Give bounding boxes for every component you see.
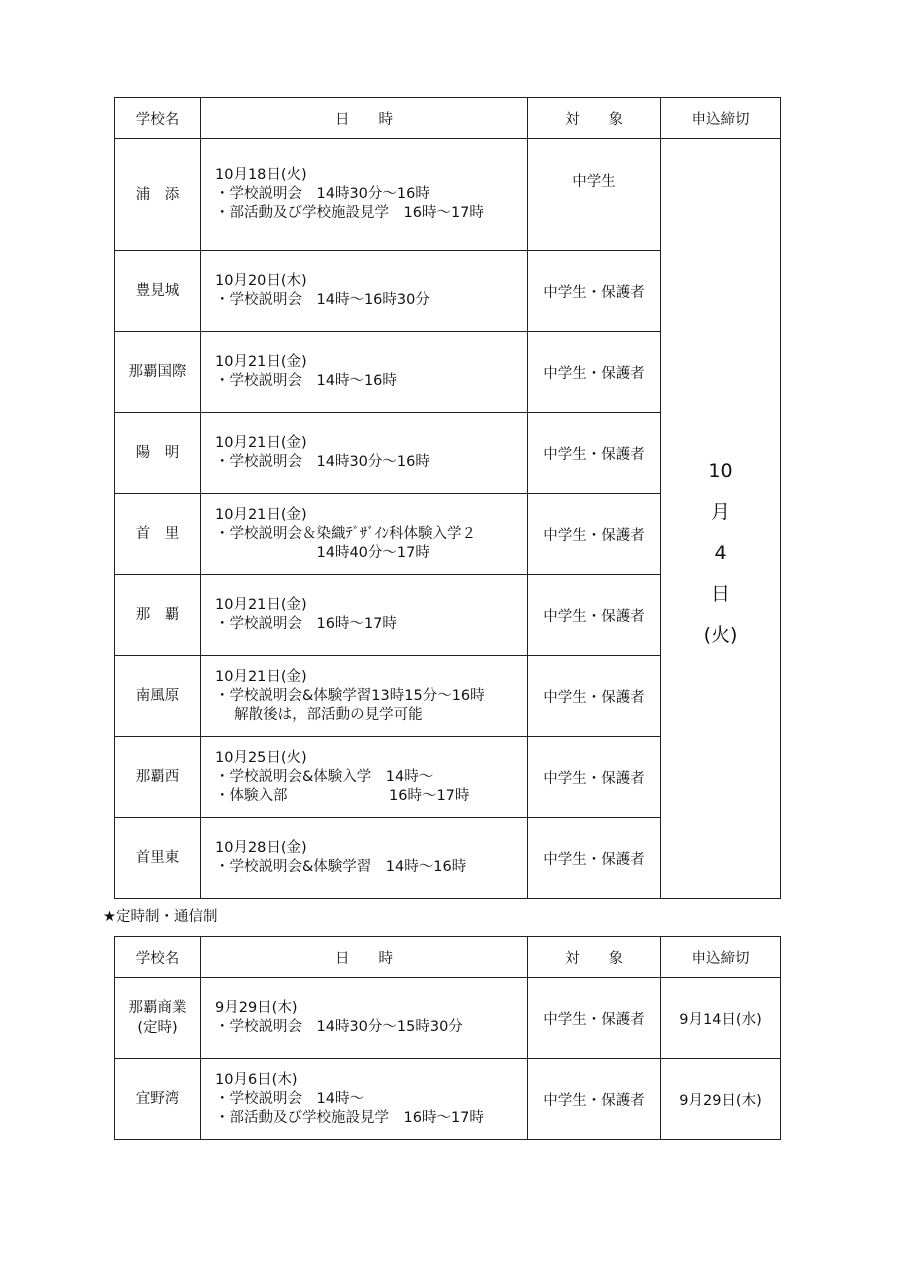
school-name: 陽 明: [135, 445, 180, 461]
deadline-char: 月: [710, 501, 730, 523]
school-name: 那 覇: [135, 607, 180, 623]
event-detail: ・学校説明会&体験学習 14時～16時: [215, 859, 467, 875]
target-audience: 中学生・保護者: [528, 737, 661, 818]
school-name-cell: [115, 1059, 201, 1140]
schedule-table-parttime: [114, 936, 781, 1140]
school-name-cell: [115, 139, 201, 251]
event-detail: ・学校説明会 16時～17時: [215, 616, 397, 632]
event-detail: 14時40分～17時: [215, 544, 430, 561]
school-name-cell: [115, 494, 201, 575]
table-row: [115, 1059, 781, 1140]
datetime-cell: [201, 332, 528, 413]
datetime-cell: [201, 251, 528, 332]
event-detail: ・学校説明会 14時～16時: [215, 373, 397, 389]
school-name-cell: [115, 818, 201, 899]
deadline-char: (火): [703, 624, 738, 646]
target-audience: 中学生・保護者: [528, 818, 661, 899]
datetime-cell: [201, 818, 528, 899]
header-datetime: 日 時: [201, 98, 528, 139]
target-audience: 中学生・保護者: [528, 494, 661, 575]
school-name-cell: [115, 251, 201, 332]
target-audience: 中学生・保護者: [528, 332, 661, 413]
target-audience: 中学生・保護者: [528, 978, 661, 1059]
event-detail: ・部活動及び学校施設見学 16時～17時: [215, 1109, 484, 1126]
school-name-cell: [115, 332, 201, 413]
deadline-cell-merged: [661, 139, 781, 899]
header-target: 対 象: [528, 937, 661, 978]
target-audience: 中学生・保護者: [528, 413, 661, 494]
header-datetime: 日 時: [201, 937, 528, 978]
event-detail: ・学校説明会 14時30分～16時: [215, 454, 430, 470]
event-detail: ・部活動及び学校施設見学 16時～17時: [215, 205, 484, 221]
deadline-char: 4: [714, 542, 727, 564]
school-name: 那覇国際: [128, 364, 187, 380]
event-date: 10月6日(木): [215, 1071, 298, 1088]
table-header-row: [115, 937, 781, 978]
table-row: [115, 139, 781, 251]
school-name: (定時): [137, 1020, 178, 1036]
school-name-cell: [115, 575, 201, 656]
datetime-cell: [201, 978, 528, 1059]
header-school: 学校名: [115, 98, 201, 139]
deadline-char: 日: [710, 583, 730, 605]
school-name-cell: [115, 737, 201, 818]
event-date: 10月21日(金): [215, 668, 307, 685]
header-target: 対 象: [528, 98, 661, 139]
school-name: 首里東: [135, 850, 180, 866]
section-label-parttime: ★定時制・通信制: [103, 909, 218, 925]
event-detail: ・学校説明会&体験入学 14時～: [215, 768, 434, 785]
event-date: 10月21日(金): [215, 506, 307, 523]
datetime-cell: [201, 1059, 528, 1140]
school-name: 南風原: [135, 688, 180, 704]
school-name-cell: [115, 978, 201, 1059]
datetime-cell: [201, 656, 528, 737]
event-date: 10月18日(火): [215, 167, 307, 183]
datetime-cell: [201, 737, 528, 818]
event-detail: ・学校説明会＆染織ﾃﾞｻﾞｲﾝ科体験入学２: [215, 525, 476, 542]
event-detail: ・学校説明会 14時～: [215, 1090, 364, 1107]
event-detail: ・体験入部 16時～17時: [215, 787, 470, 804]
school-name: 首 里: [135, 526, 180, 542]
school-name: 那覇商業: [128, 1000, 187, 1016]
school-name: 宜野湾: [135, 1091, 180, 1107]
datetime-cell: [201, 575, 528, 656]
table-header-row: [115, 98, 781, 139]
schedule-table-fulltime: [114, 97, 781, 899]
event-date: 10月20日(木): [215, 273, 307, 289]
event-date: 10月21日(金): [215, 597, 307, 613]
deadline-char: 10: [708, 460, 733, 482]
datetime-cell: [201, 139, 528, 251]
school-name: 那覇西: [135, 769, 180, 785]
header-deadline: 申込締切: [661, 937, 781, 978]
event-detail: ・学校説明会 14時30分～15時30分: [215, 1019, 463, 1035]
event-date: 10月28日(金): [215, 840, 307, 856]
school-name-cell: [115, 413, 201, 494]
target-audience: 中学生・保護者: [528, 575, 661, 656]
event-date: 9月29日(木): [215, 1000, 298, 1016]
datetime-cell: [201, 413, 528, 494]
event-date: 10月21日(金): [215, 354, 307, 370]
school-name-cell: [115, 656, 201, 737]
school-name: 豊見城: [135, 283, 180, 299]
header-school: 学校名: [115, 937, 201, 978]
target-audience: 中学生: [528, 139, 661, 251]
table-row: [115, 978, 781, 1059]
event-detail: ・学校説明会&体験学習13時15分～16時: [215, 687, 485, 704]
deadline-cell: 9月29日(木): [661, 1059, 781, 1140]
datetime-cell: [201, 494, 528, 575]
event-date: 10月25日(火): [215, 749, 307, 766]
event-detail: ・学校説明会 14時～16時30分: [215, 292, 430, 308]
school-name: 浦 添: [135, 186, 180, 203]
event-date: 10月21日(金): [215, 435, 307, 451]
event-detail: 解散後は，部活動の見学可能: [215, 706, 423, 723]
target-audience: 中学生・保護者: [528, 251, 661, 332]
target-audience: 中学生・保護者: [528, 1059, 661, 1140]
deadline-cell: 9月14日(水): [661, 978, 781, 1059]
event-detail: ・学校説明会 14時30分～16時: [215, 186, 430, 202]
header-deadline: 申込締切: [661, 98, 781, 139]
target-audience: 中学生・保護者: [528, 656, 661, 737]
